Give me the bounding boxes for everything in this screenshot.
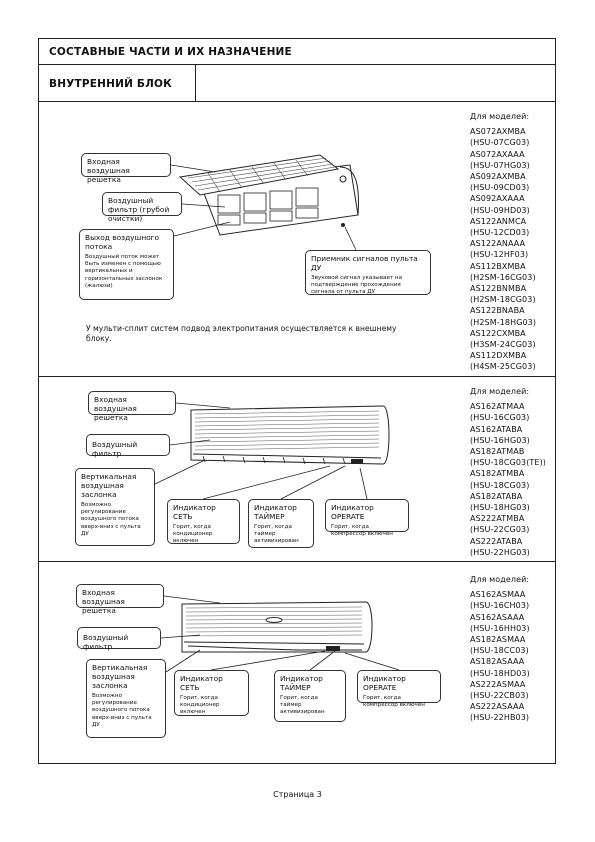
model-items	[470, 126, 536, 372]
model-item: AS182ASAAA	[470, 657, 525, 667]
models-title: Для моделей:	[470, 112, 530, 121]
section-subtitle: ВНУТРЕННИЙ БЛОК	[49, 78, 172, 90]
model-item: (HSU-18HD03)	[470, 668, 530, 678]
callout-operate-indicator-3: Индикатор OPERATE Горит, когда компрессор включен	[357, 670, 441, 703]
model-item: (HSU-22CB03)	[470, 691, 529, 701]
callout-air-inlet: Входная воздушная решетка	[81, 153, 171, 177]
callout-vertical-flap-3: Вертикальная воздушная заслонка Возможно регулирование воздушного потока вверх-вниз с пульта ДУ	[86, 659, 166, 738]
multi-split-note: У мульти-сплит систем подвод электропитания осуществляется к внешнему блоку.	[86, 324, 397, 343]
model-item: (H2SM-18CG03)	[470, 295, 536, 305]
model-item: (HSU-09HD03)	[470, 205, 530, 215]
model-item: AS072AXAAA	[470, 149, 525, 159]
callout-timer-indicator-2: Индикатор ТАЙМЕР Горит, когда таймер активизирован	[248, 499, 314, 548]
model-item: (H2SM-16CG03)	[470, 272, 536, 282]
callout-air-filter-3: Воздушный фильтр	[77, 627, 161, 649]
models-list-3	[470, 574, 530, 724]
model-item: (HSU-09CD03)	[470, 183, 530, 193]
model-item: AS112BXMBA	[470, 261, 526, 271]
model-item: AS182ASMAA	[470, 635, 526, 645]
callout-air-inlet-2: Входная воздушная решетка	[88, 391, 176, 415]
model-item: (H2SM-18HG03)	[470, 317, 537, 327]
model-item: (HSU-12CD03)	[470, 228, 530, 238]
model-item: (HSU-22CG03)	[470, 525, 530, 535]
models-list-2	[470, 386, 546, 558]
indoor-unit-open-illustration	[160, 155, 370, 235]
model-item: AS222ASAAA	[470, 702, 525, 712]
callout-remote-receiver: Приемник сигналов пульта ДУ Звуковой сигнал указывает на подтверждение прохождения сигнала от пульта ДУ	[305, 250, 431, 295]
model-item: AS122ANMCA	[470, 216, 527, 226]
model-items	[470, 589, 530, 723]
callout-operate-indicator-2: Индикатор OPERATE Горит, когда компрессор включен	[325, 499, 409, 532]
model-item: AS122CXMBA	[470, 328, 526, 338]
model-item: AS122BNABA	[470, 306, 525, 316]
model-item: (HSU-12HF03)	[470, 250, 529, 260]
model-item: AS222ASMAA	[470, 679, 526, 689]
model-item: AS182ATABA	[470, 491, 523, 501]
model-item: (HSU-16CH03)	[470, 601, 530, 611]
title-row	[38, 38, 556, 65]
indoor-unit-illustration-3	[176, 596, 376, 664]
model-item: AS072AXMBA	[470, 127, 526, 137]
callout-air-filter: Воздушный фильтр (грубой очистки)	[102, 192, 182, 216]
model-item: (HSU-07CG03)	[470, 138, 530, 148]
models-title: Для моделей:	[470, 575, 530, 584]
model-item: AS222ATABA	[470, 536, 523, 546]
model-item: AS162ASMAA	[470, 590, 526, 600]
callout-vertical-flap-2: Вертикальная воздушная заслонка Возможно регулирование воздушного потока вверх-вниз с пульта ДУ	[75, 468, 155, 546]
callout-air-filter-2: Воздушный фильтр	[86, 434, 170, 456]
model-item: AS182ATMAB	[470, 447, 525, 457]
model-item: AS112DXMBA	[470, 351, 527, 361]
model-item: (H4SM-25CG03)	[470, 362, 536, 372]
page-title: СОСТАВНЫЕ ЧАСТИ И ИХ НАЗНАЧЕНИЕ	[49, 46, 292, 58]
model-item: AS182ATMBA	[470, 469, 525, 479]
callout-air-inlet-3: Входная воздушная решетка	[76, 584, 164, 608]
model-item: AS122ANAAA	[470, 239, 526, 249]
model-item: AS222ATMBA	[470, 514, 525, 524]
model-item: AS162ATMAA	[470, 402, 525, 412]
model-item: (HSU-18CG03)	[470, 480, 530, 490]
callout-power-indicator-2: Индикатор СЕТЬ Горит, когда кондиционер включен	[167, 499, 240, 544]
model-item: (HSU-16HG03)	[470, 435, 530, 445]
model-item: (HSU-22HG03)	[470, 547, 530, 557]
model-item: AS092AXMBA	[470, 172, 526, 182]
model-item: (HSU-18CG03(TE))	[470, 458, 547, 468]
page-number: Страница 3	[273, 790, 322, 799]
callout-timer-indicator-3: Индикатор ТАЙМЕР Горит, когда таймер активизирован	[274, 670, 346, 722]
models-title: Для моделей:	[470, 387, 530, 396]
model-item: (HSU-16CG03)	[470, 413, 530, 423]
model-item: AS122BNMBA	[470, 284, 527, 294]
callout-power-indicator-3: Индикатор СЕТЬ Горит, когда кондиционер включен	[174, 670, 249, 716]
model-item: AS162ASAAA	[470, 612, 525, 622]
callout-air-outlet: Выход воздушного потока Воздушный поток может быть изменен с помощью вертикальных и горизонтальных заслонок (жалюзи)	[79, 229, 174, 300]
model-item: (HSU-18CC03)	[470, 646, 529, 656]
model-item: (HSU-18HG03)	[470, 503, 530, 513]
model-item: (HSU-16HH03)	[470, 623, 530, 633]
model-item: AS092AXAAA	[470, 194, 525, 204]
subtitle-row	[38, 64, 556, 102]
model-item: (H3SM-24CG03)	[470, 340, 536, 350]
model-items	[470, 401, 546, 558]
indoor-unit-illustration-2	[183, 402, 393, 474]
model-item: (HSU-07HG03)	[470, 160, 530, 170]
model-item: (HSU-22HB03)	[470, 713, 530, 723]
model-item: AS162ATABA	[470, 424, 523, 434]
models-list-1	[470, 111, 536, 373]
header-divider	[195, 65, 196, 101]
